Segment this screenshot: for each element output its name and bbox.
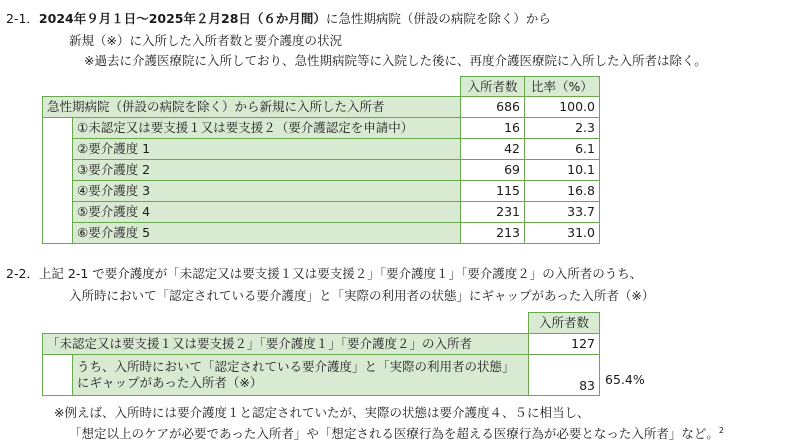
total-ratio: 100.0 <box>525 97 600 118</box>
table-row <box>43 160 600 181</box>
row-ratio: 31.0 <box>525 223 600 244</box>
indent-cell <box>43 355 73 396</box>
row-count: 127 <box>529 334 600 355</box>
indent-cell <box>43 118 73 244</box>
footnote-superscript: 2 <box>718 426 724 435</box>
section1-heading <box>6 11 551 27</box>
header-empty-cell <box>43 313 529 334</box>
section2-heading: 2-2．上記 2-1 で要介護度が「未認定又は要支援１又は要支援２」「要介護度１」「要介護度２」の入所者のうち、 <box>6 266 643 281</box>
row-label: ③要介護度 2 <box>73 160 461 181</box>
table-row <box>43 355 600 396</box>
row-label: ①未認定又は要支援１又は要支援２（要介護認定を申請中） <box>73 118 461 139</box>
row-ratio: 6.1 <box>525 139 600 160</box>
gap-table <box>42 312 600 396</box>
row-label: ⑤要介護度 4 <box>73 202 461 223</box>
row-label: ⑥要介護度 5 <box>73 223 461 244</box>
gap-ratio: 65.4% <box>605 372 645 387</box>
row-ratio: 2.3 <box>525 118 600 139</box>
row-ratio: 10.1 <box>525 160 600 181</box>
row-count: 69 <box>461 160 525 181</box>
footnote-line2 <box>69 426 724 442</box>
table-row <box>43 202 600 223</box>
total-count: 686 <box>461 97 525 118</box>
row-label: 「未認定又は要支援１又は要支援２」「要介護度１」「要介護度２」の入所者 <box>43 334 529 355</box>
table-header-row <box>43 313 600 334</box>
header-ratio: 比率（%） <box>525 77 600 97</box>
table-row <box>43 334 600 355</box>
section1-heading-rest: に急性期病院（併設の病院を除く）から <box>325 11 551 26</box>
header-count: 入所者数 <box>529 313 600 334</box>
row-label: うち、入所時において「認定されている要介護度」と「実際の利用者の状態」にギャップがあった入所者（※） <box>73 355 529 396</box>
row-label: ④要介護度 3 <box>73 181 461 202</box>
row-count: 115 <box>461 181 525 202</box>
row-count: 42 <box>461 139 525 160</box>
row-count: 231 <box>461 202 525 223</box>
total-label: 急性期病院（併設の病院を除く）から新規に入所した入所者 <box>43 97 461 118</box>
row-ratio: 16.8 <box>525 181 600 202</box>
header-count: 入所者数 <box>461 77 525 97</box>
row-ratio: 33.7 <box>525 202 600 223</box>
section1-subheading: 新規（※）に入所した入所者数と要介護度の状況 <box>69 33 342 48</box>
header-empty-cell <box>43 77 461 97</box>
table-row-total <box>43 97 600 118</box>
footnote-line1: ※例えば、入所時には要介護度１と認定されていたが、実際の状態は要介護度４、５に相当し、 <box>54 405 590 420</box>
section1-period: 2024年９月１日～2025年２月28日（６か月間） <box>38 11 326 26</box>
section1-note: ※過去に介護医療院に入所しており、急性期病院等に入院した後に、再度介護医療院に入所した入所者は除く。 <box>84 53 707 68</box>
section2-subheading: 入所時において「認定されている要介護度」と「実際の利用者の状態」にギャップがあった入所者（※） <box>69 288 655 303</box>
row-count: 213 <box>461 223 525 244</box>
table-row <box>43 223 600 244</box>
admissions-table <box>42 76 600 244</box>
table-row <box>43 181 600 202</box>
row-count: 16 <box>461 118 525 139</box>
table-row <box>43 118 600 139</box>
footnote-line2-text: 「想定以上のケアが必要であった入所者」や「想定される医療行為を超える医療行為が必要となった入所者」など。 <box>69 426 719 442</box>
section1-number: 2-1． <box>6 11 39 26</box>
table-row <box>43 139 600 160</box>
row-count: 83 <box>529 355 600 396</box>
row-label: ②要介護度 1 <box>73 139 461 160</box>
table-header-row <box>43 77 600 97</box>
